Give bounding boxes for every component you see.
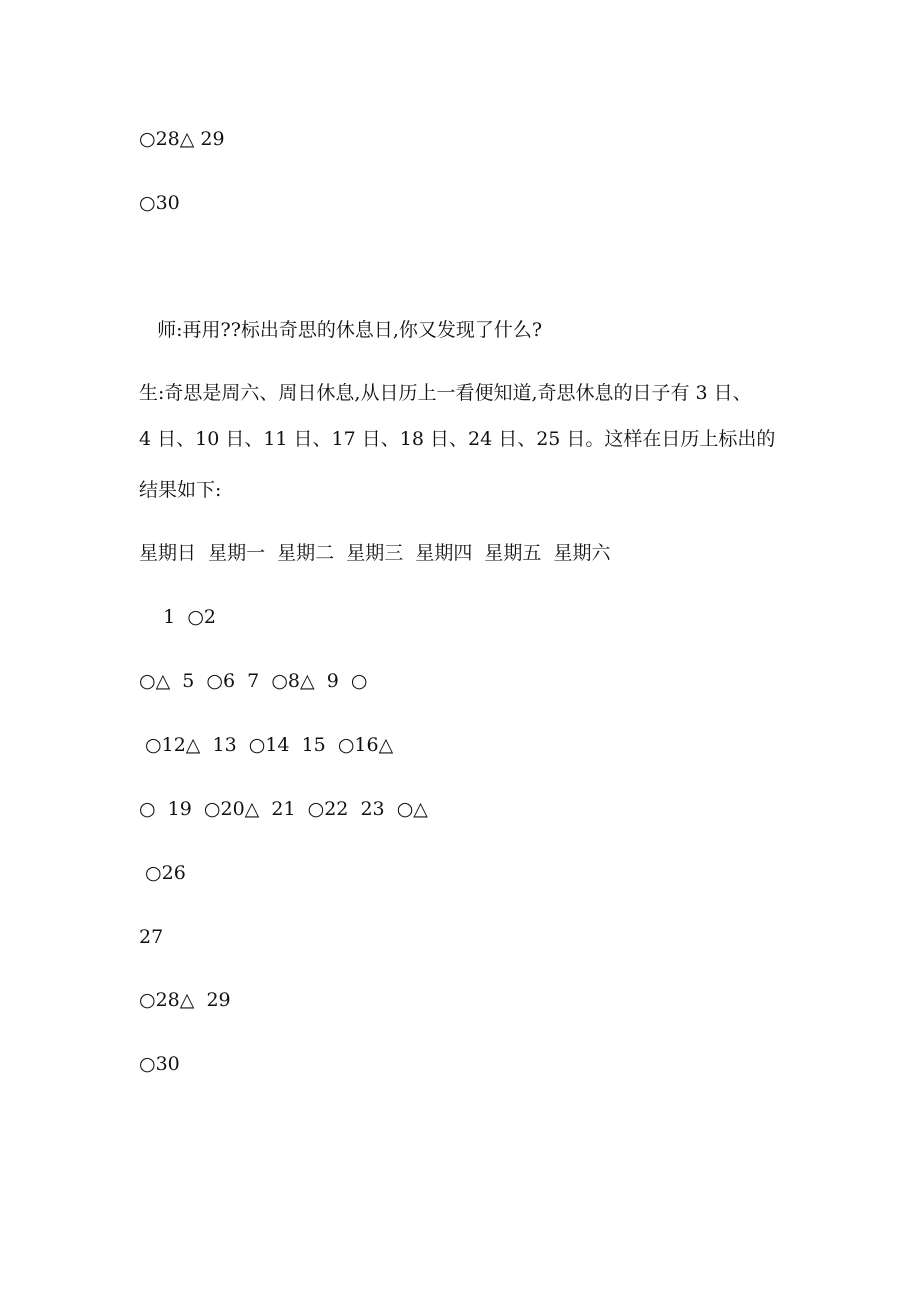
- student-answer-line-2: 4 日、10 日、11 日、17 日、18 日、24 日、25 日。这样在日历上标出的: [139, 428, 776, 450]
- calendar-row-1: 1 ○2: [139, 606, 216, 628]
- calendar-row-2: ○△ 5 ○6 7 ○8△ 9 ○: [139, 670, 368, 692]
- calendar-row-8: ○30: [139, 1053, 180, 1075]
- student-answer-line-3: 结果如下:: [139, 479, 222, 501]
- calendar-row-4: ○ 19 ○20△ 21 ○22 23 ○△: [139, 798, 428, 820]
- calendar-row-28-29-top: ○28△ 29: [139, 128, 225, 150]
- calendar-row-6: 27: [139, 926, 164, 948]
- calendar-row-5: ○26: [139, 862, 186, 884]
- calendar-row-7: ○28△ 29: [139, 989, 231, 1011]
- calendar-row-3: ○12△ 13 ○14 15 ○16△: [139, 734, 394, 756]
- student-answer-line-1: 生:奇思是周六、周日休息,从日历上一看便知道,奇思休息的日子有 3 日、: [139, 382, 752, 404]
- teacher-question: 师:再用??标出奇思的休息日,你又发现了什么?: [139, 319, 543, 341]
- calendar-row-30-top: ○30: [139, 192, 180, 214]
- weekday-header: 星期日 星期一 星期二 星期三 星期四 星期五 星期六: [139, 542, 611, 564]
